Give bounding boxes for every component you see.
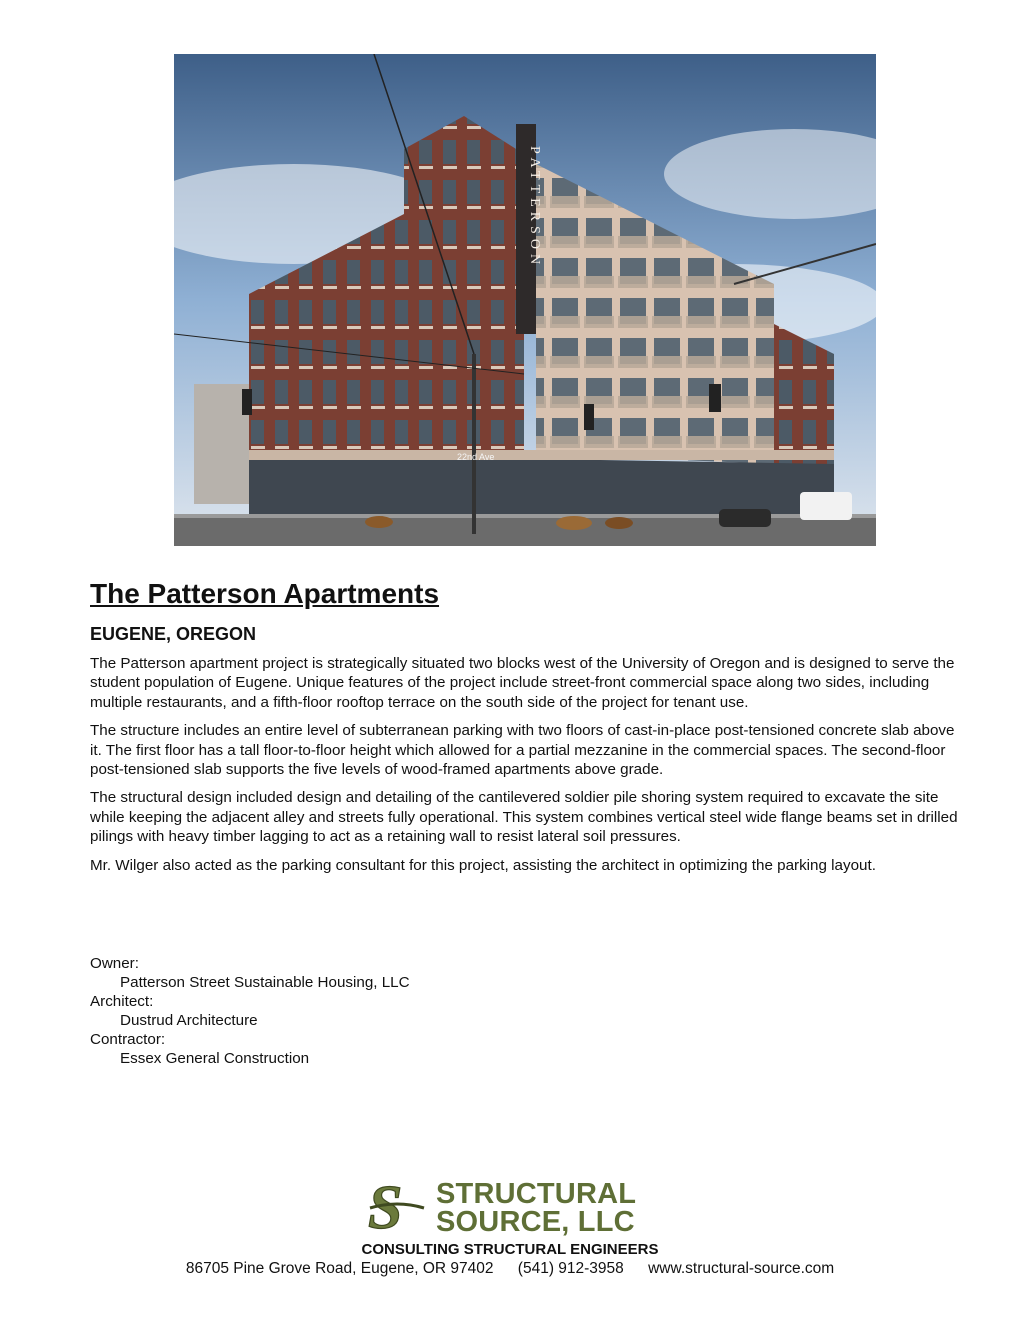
- company-address: 86705 Pine Grove Road, Eugene, OR 97402: [185, 1260, 494, 1277]
- description-paragraph: Mr. Wilger also acted as the parking consultant for this project, assisting the architect in optimizing the parking layout.: [90, 856, 876, 874]
- company-phone: (541) 912-3958: [517, 1260, 624, 1277]
- contractor-name: Essex General Construction: [120, 1050, 310, 1067]
- company-name: [436, 1180, 636, 1236]
- s-monogram-icon: [366, 1178, 428, 1236]
- company-name-line2: SOURCE, LLC: [436, 1206, 635, 1238]
- architect-name: Dustrud Architecture: [120, 1012, 258, 1029]
- architect-label: Architect:: [90, 993, 154, 1010]
- description-paragraph: The structure includes an entire level of subterranean parking with two floors of cast-in-place post-tensioned concrete slab above it. The first floor has a tall floor-to-floor height which allowed for a partial mezzanine in the commercial spaces. The second-floor post-tensioned slab supports the five levels of wood-framed apartments above grade.: [90, 722, 955, 779]
- building-sign-text: PATTERSON: [527, 146, 542, 270]
- building-photo: [174, 54, 876, 546]
- project-location: EUGENE, OREGON: [90, 624, 257, 644]
- description-paragraph: The structural design included design and detailing of the cantilevered soldier pile shoring system required to excavate the site while keeping the adjacent alley and streets fully operational. This system combines vertical steel wide flange beams set in drilled pilings with heavy timber lagging to act as a retaining wall to resist lateral soil pressures.: [90, 789, 958, 846]
- description-paragraph: The Patterson apartment project is strategically situated two blocks west of the University of Oregon and is designed to serve the student population of Eugene. Unique features of the project include street-front commercial space along two sides, including multiple restaurants, and a fifth-floor rooftop terrace on the south side of the project for tenant use.: [90, 655, 955, 711]
- contractor-label: Contractor:: [90, 1031, 166, 1048]
- svg-text:S: S: [368, 1178, 403, 1236]
- company-website[interactable]: www.structural-source.com: [648, 1260, 835, 1277]
- page-title: The Patterson Apartments: [90, 578, 440, 609]
- company-tagline: CONSULTING STRUCTURAL ENGINEERS: [361, 1241, 659, 1258]
- owner-name: Patterson Street Sustainable Housing, LLC: [120, 974, 410, 991]
- project-description: [90, 654, 960, 884]
- building-photo-illustration: [174, 54, 876, 546]
- project-credits: [90, 954, 410, 1068]
- street-sign-text: 22nd Ave: [457, 452, 495, 462]
- company-name-line1: STRUCTURAL: [436, 1178, 637, 1210]
- company-logo: [366, 1178, 656, 1238]
- owner-label: Owner:: [90, 955, 139, 972]
- contact-line: [0, 1260, 1020, 1278]
